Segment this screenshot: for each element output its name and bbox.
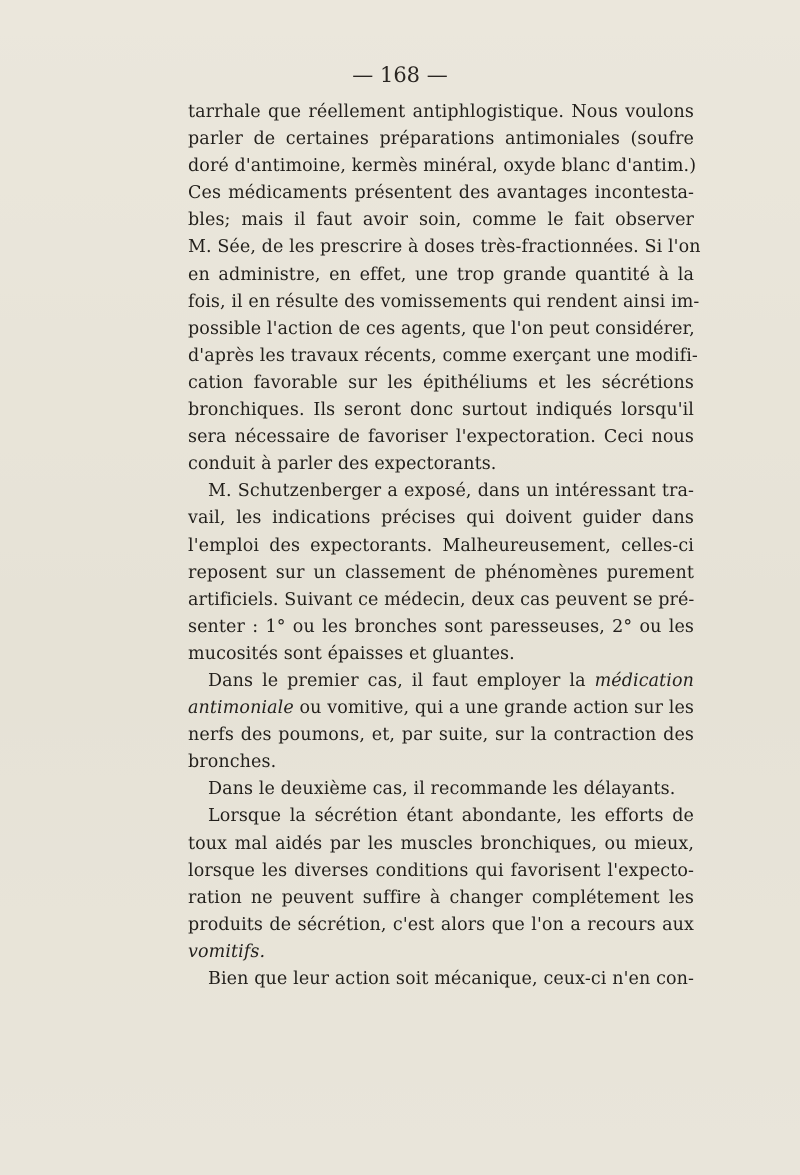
text-line: l'emploi des expectorants. Malheureusement, celles-ci [188, 535, 694, 556]
text-span: Dans le premier cas, il faut employer la [208, 670, 586, 691]
text-line: nerfs des poumons, et, par suite, sur la contraction des [188, 725, 694, 746]
text-line [188, 668, 694, 695]
page-number: — 168 — [352, 63, 448, 87]
text-line: vail, les indications précises qui doivent guider dans [188, 508, 694, 529]
text-line [188, 695, 694, 722]
italic-term: médication [594, 670, 694, 691]
text-line: Ces médicaments présentent des avantages incontesta- [188, 183, 694, 204]
text-line: tarrhale que réellement antiphlogistique. Nous voulons [188, 102, 694, 122]
text-line: artificiels. Suivant ce médecin, deux cas peuvent se pré- [188, 589, 695, 610]
text-line: mucosités sont épaisses et gluantes. [188, 643, 515, 664]
text-line: Lorsque la sécrétion étant abondante, les efforts de [208, 806, 694, 827]
text-line: en administre, en effet, une trop grande quantité à la [188, 264, 694, 285]
text-line: doré d'antimoine, kermès minéral, oxyde blanc d'antim.) [188, 156, 697, 177]
text-span: ou vomitive, qui a une grande action sur les [299, 698, 694, 719]
text-line: possible l'action de ces agents, que l'on peut considérer, [188, 318, 695, 339]
text-line: conduit à parler des expectorants. [188, 454, 497, 475]
text-line: lorsque les diverses conditions qui favorisent l'expecto- [188, 860, 694, 881]
text-line: bronchiques. Ils seront donc surtout indiqués lorsqu'il [188, 400, 694, 421]
text-line: bronches. [188, 752, 277, 773]
text-line: sera nécessaire de favoriser l'expectoration. Ceci nous [188, 427, 694, 448]
text-line: Dans le deuxième cas, il recommande les délayants. [208, 779, 676, 800]
text-line [188, 939, 694, 966]
text-line: reposent sur un classement de phénomènes purement [188, 562, 694, 583]
text-line: parler de certaines préparations antimoniales (soufre [188, 129, 694, 150]
text-line: M. Schutzenberger a exposé, dans un intéressant tra- [208, 481, 694, 502]
italic-term: vomitifs. [188, 941, 266, 962]
text-line: cation favorable sur les épithéliums et les sécrétions [188, 372, 694, 393]
text-line: Bien que leur action soit mécanique, ceux-ci n'en con- [208, 969, 694, 989]
body-text [188, 99, 701, 993]
text-line: d'après les travaux récents, comme exerçant une modifi- [188, 345, 698, 366]
text-line: ration ne peuvent suffire à changer complétement les [188, 887, 694, 908]
text-line: fois, il en résulte des vomissements qui rendent ainsi im- [188, 291, 700, 312]
text-line: senter : 1° ou les bronches sont paresseuses, 2° ou les [188, 616, 694, 637]
text-line: M. Sée, de les prescrire à doses très-fractionnées. Si l'on [188, 237, 701, 258]
text-line: bles; mais il faut avoir soin, comme le fait observer [188, 210, 694, 231]
text-line: produits de sécrétion, c'est alors que l'on a recours aux [188, 914, 694, 935]
text-line: toux mal aidés par les muscles bronchiques, ou mieux, [188, 833, 694, 854]
italic-term: antimoniale [188, 698, 294, 719]
